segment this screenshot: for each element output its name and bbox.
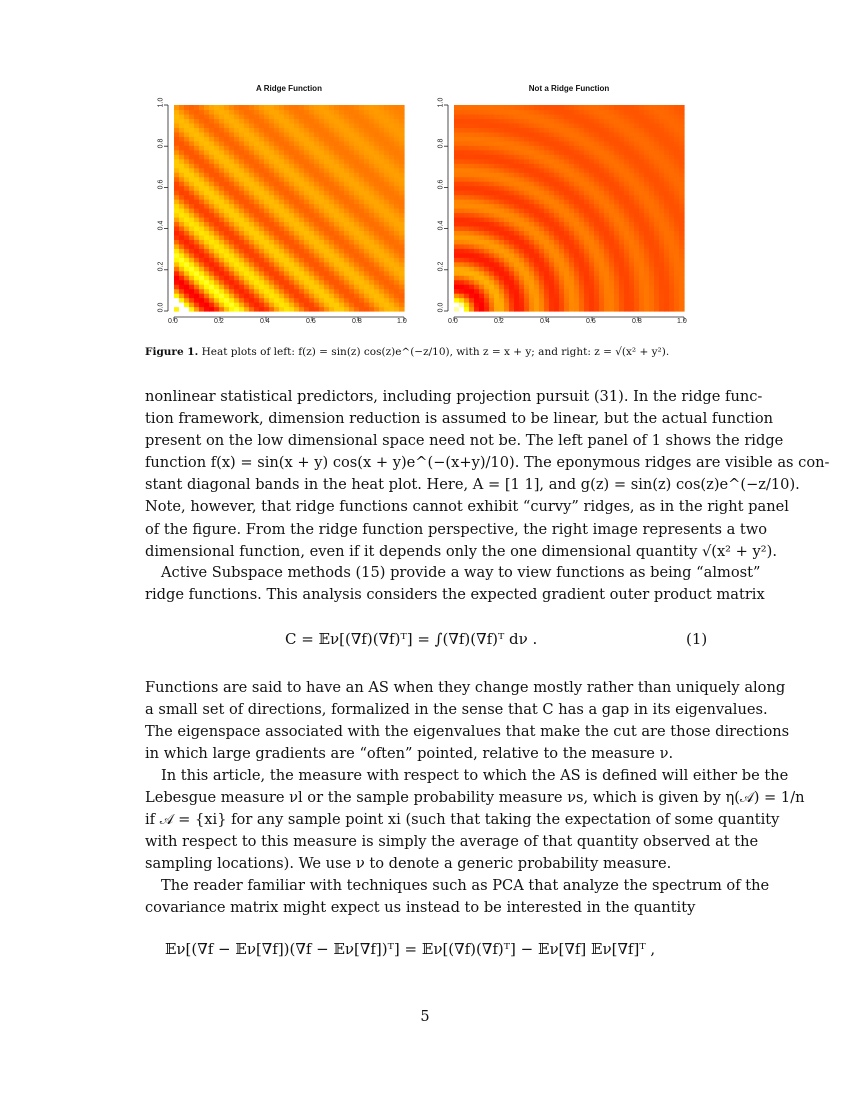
text-line: a small set of directions, formalized in the sense that C has a gap in its eigenvalues. <box>145 701 768 719</box>
text-line: Note, however, that ridge functions cannot exhibit “curvy” ridges, as in the right panel <box>145 498 789 516</box>
caption-label: Figure 1. <box>145 346 199 358</box>
x-tick-label: 1.0 <box>677 318 687 325</box>
text-line: Lebesgue measure νl or the sample probability measure νs, which is given by η(𝒜) = 1/n <box>145 789 805 807</box>
x-tick-label: 0.0 <box>168 318 178 325</box>
text-line: sampling locations). We use ν to denote a generic probability measure. <box>145 855 672 873</box>
paragraph-ridge-functions <box>145 386 830 563</box>
x-tick-label: 0.2 <box>494 318 504 325</box>
y-tick-label: 1.0 <box>437 97 445 108</box>
equation-1-number: (1) <box>686 630 708 648</box>
y-tick-label: 1.0 <box>157 97 165 108</box>
text-line: The reader familiar with techniques such as PCA that analyze the spectrum of the <box>161 877 770 894</box>
text-line: with respect to this measure is simply the average of that quantity observed at the <box>145 833 759 851</box>
text-line: In this article, the measure with respect to which the AS is defined will either be the <box>161 767 789 784</box>
equation-1: C = 𝔼ν[(∇f)(∇f)ᵀ] = ∫(∇f)(∇f)ᵀ dν . <box>285 630 538 648</box>
y-tick-label: 0.6 <box>157 179 165 190</box>
text-line: tion framework, dimension reduction is assumed to be linear, but the actual function <box>145 410 774 428</box>
x-tick-label: 0.6 <box>306 318 316 325</box>
text-line: Active Subspace methods (15) provide a way to view functions as being “almost” <box>161 564 761 581</box>
text-line: function f(x) = sin(x + y) cos(x + y)e^(−(x+y)/10). The eponymous ridges are visible as con- <box>145 454 830 472</box>
y-tick-label: 0.2 <box>437 261 445 272</box>
text-line: of the figure. From the ridge function perspective, the right image represents a two <box>145 520 768 538</box>
x-tick-label: 0.8 <box>632 318 642 325</box>
text-line: dimensional function, even if it depends only the one dimensional quantity √(x² + y²). <box>145 542 777 560</box>
x-tick-label: 0.8 <box>352 318 362 325</box>
paragraph-as-definition <box>145 677 790 765</box>
x-tick-label: 0.4 <box>540 318 550 325</box>
y-tick-label: 0.4 <box>437 220 445 231</box>
text-line: if 𝒜 = {xi} for any sample point xi (such that taking the expectation of some quantity <box>145 811 780 829</box>
right-axes <box>440 100 700 340</box>
text-line: ridge functions. This analysis considers the expected gradient outer product matrix <box>145 586 765 604</box>
text-line: Functions are said to have an AS when they change mostly rather than uniquely along <box>145 679 786 696</box>
page-number: 5 <box>420 1009 430 1025</box>
left-axes <box>160 100 420 340</box>
y-tick-label: 0.8 <box>157 138 165 149</box>
paragraph-pca <box>145 875 770 919</box>
text-line: stant diagonal bands in the heat plot. Here, A = [1 1], and g(z) = sin(z) cos(z)e^(−z/10). <box>145 476 800 494</box>
x-tick-label: 0.4 <box>260 318 270 325</box>
figure-caption <box>145 345 705 359</box>
x-tick-label: 0.6 <box>586 318 596 325</box>
equation-2: 𝔼ν[(∇f − 𝔼ν[∇f])(∇f − 𝔼ν[∇f])ᵀ] = 𝔼ν[(∇f)(∇f)ᵀ] − 𝔼ν[∇f] 𝔼ν[∇f]ᵀ , <box>165 940 656 958</box>
y-tick-label: 0.6 <box>437 179 445 190</box>
text-line: The eigenspace associated with the eigenvalues that make the cut are those directions <box>145 723 790 741</box>
y-tick-label: 0.4 <box>157 220 165 231</box>
text-line: nonlinear statistical predictors, including projection pursuit (31). In the ridge func- <box>145 388 763 405</box>
y-tick-label: 0.2 <box>157 261 165 272</box>
right-plot-title: Not a Ridge Function <box>528 84 610 93</box>
text-line: present on the low dimensional space need not be. The left panel of 1 shows the ridge <box>145 432 784 450</box>
text-line: in which large gradients are “often” pointed, relative to the measure ν. <box>145 745 674 763</box>
text-line: covariance matrix might expect us instead to be interested in the quantity <box>145 899 696 917</box>
paragraph-active-subspace <box>145 562 765 606</box>
y-tick-label: 0.0 <box>157 302 165 313</box>
left-plot-title: A Ridge Function <box>256 84 322 93</box>
caption-text: Heat plots of left: f(z) = sin(z) cos(z)e^(−z/10), with z = x + y; and right: z = √(x² + y²). <box>201 346 670 358</box>
x-tick-label: 1.0 <box>397 318 407 325</box>
x-tick-label: 0.0 <box>448 318 458 325</box>
y-tick-label: 0.0 <box>437 302 445 313</box>
x-tick-label: 0.2 <box>214 318 224 325</box>
y-tick-label: 0.8 <box>437 138 445 149</box>
paragraph-measure <box>145 765 805 875</box>
